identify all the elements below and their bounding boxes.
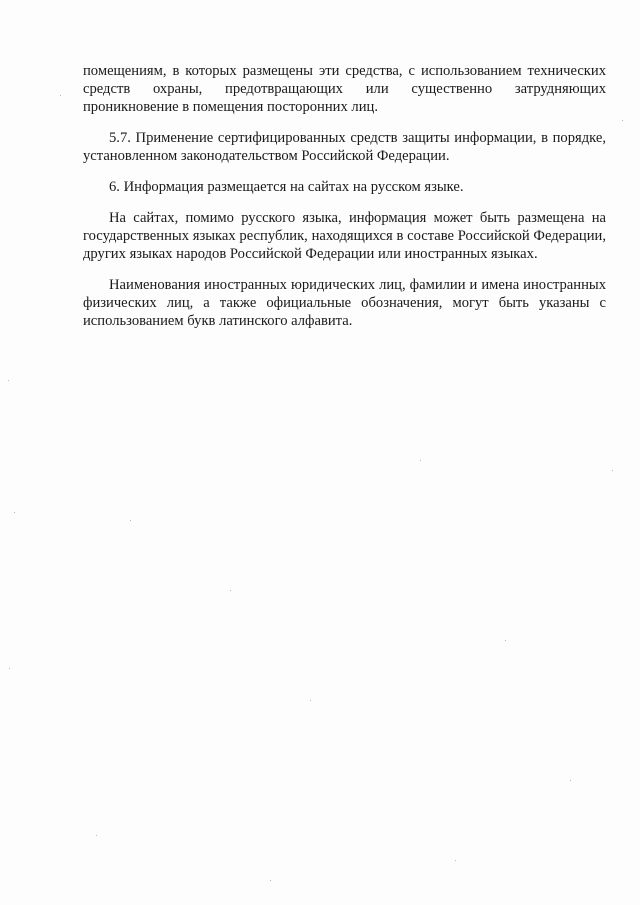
paragraph-languages: На сайтах, помимо русского языка, информация может быть размещена на государственных языках республик, находящихся в составе Российской Федерации, других языках народов Российской Федерации или иностранных языках. <box>83 210 606 262</box>
scan-speck <box>505 640 506 641</box>
scan-speck <box>270 880 271 881</box>
paragraph-5-7: 5.7. Применение сертифицированных средств защиты информации, в порядке, установленном законодательством Российской Федерации. <box>83 130 606 164</box>
paragraph-continuation: помещениям, в которых размещены эти средства, с использованием технических средств охраны, предотвращающих или существенно затрудняющих проникновение в помещения посторонних лиц. <box>83 63 606 115</box>
paragraph-foreign-names: Наименования иностранных юридических лиц, фамилии и имена иностранных физических лиц, а также официальные обозначения, могут быть указаны с использованием букв латинского алфавита. <box>83 277 606 329</box>
paragraph-6: 6. Информация размещается на сайтах на русском языке. <box>109 179 464 195</box>
scan-speck <box>455 860 456 861</box>
scan-speck <box>96 835 97 836</box>
scan-speck <box>8 380 9 381</box>
scan-speck <box>310 700 311 701</box>
scan-speck <box>612 470 613 471</box>
scan-speck <box>60 95 61 96</box>
scan-speck <box>230 590 231 591</box>
scan-speck <box>570 780 571 781</box>
scan-speck <box>130 520 131 521</box>
scan-speck <box>14 512 15 513</box>
scan-speck <box>420 460 421 461</box>
scan-speck <box>622 120 623 121</box>
document-body <box>83 62 606 343</box>
scan-speck <box>9 668 10 669</box>
